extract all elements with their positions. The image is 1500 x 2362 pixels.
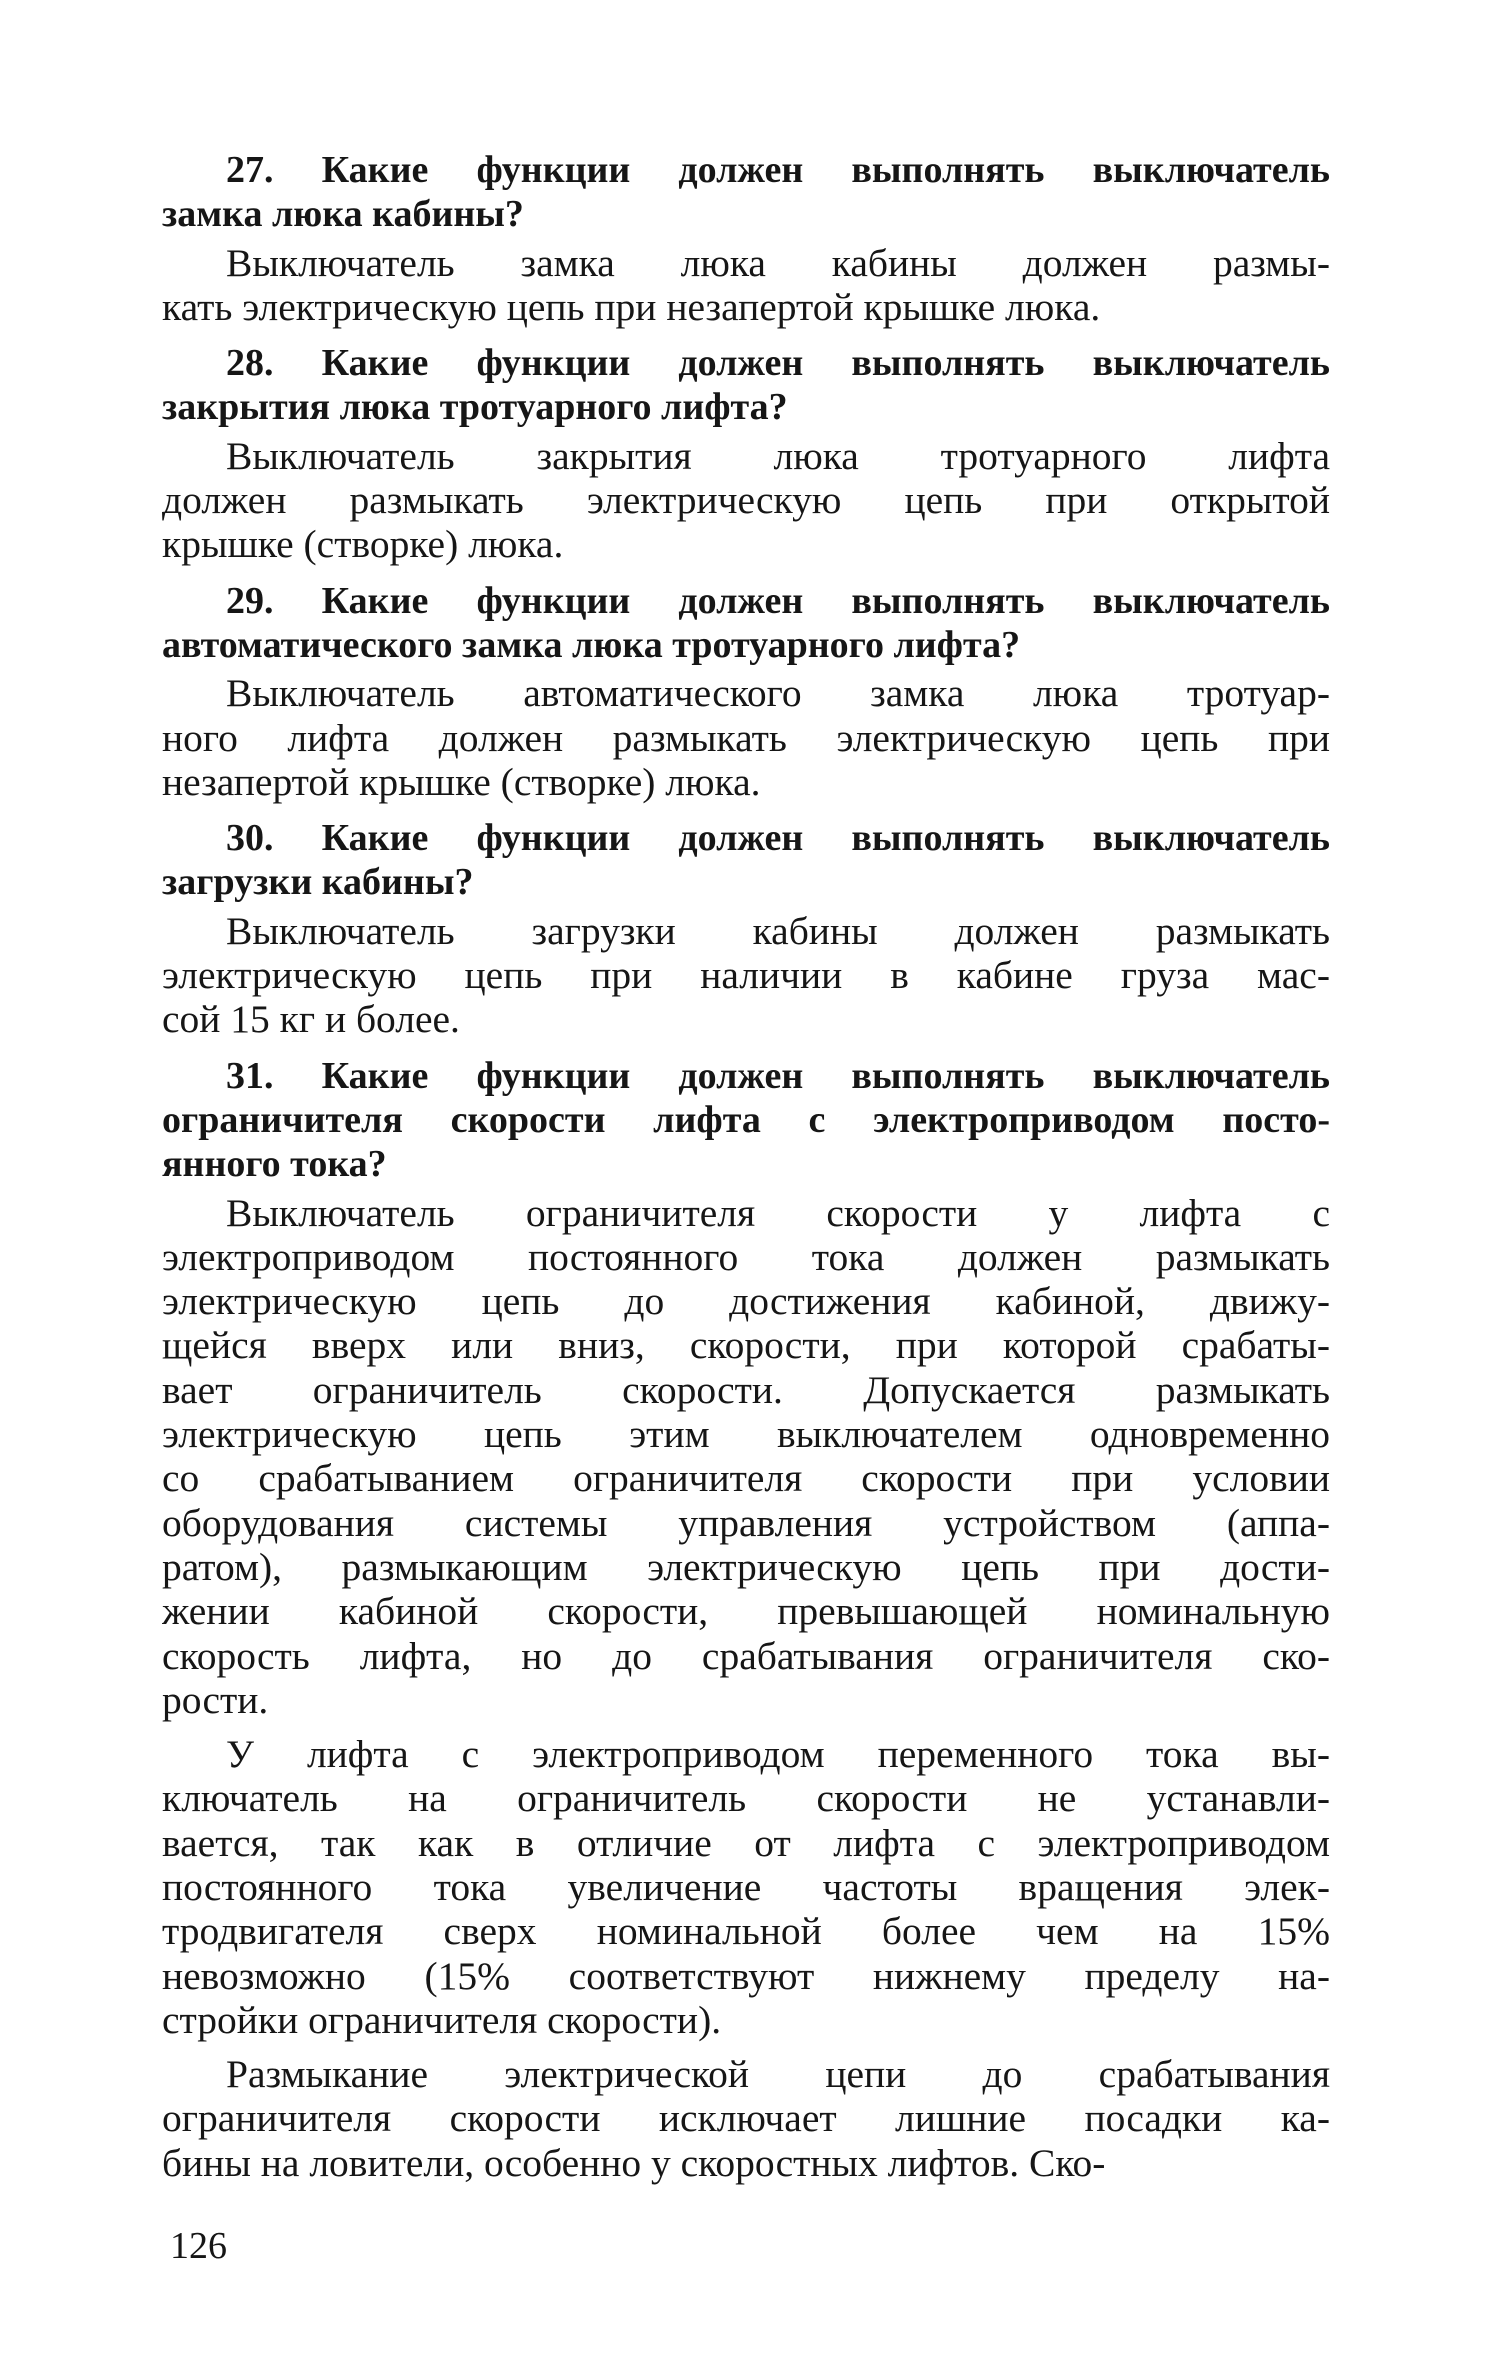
page-body [162,148,1330,2185]
question-heading [162,816,1330,905]
text-line: стройки ограничителя скорости). [162,1997,722,2042]
text-line: 28. Какие функции должен выполнять выключатель [226,342,1330,385]
text-line: оборудования системы управления устройством (аппа- [162,1500,1330,1545]
text-line: Выключатель автоматического замка люка тротуар- [226,671,1330,716]
text-line: Размыкание электрической цепи до срабатывания [226,2052,1330,2097]
body-paragraph [162,1732,1330,2042]
answer-paragraph [162,434,1330,567]
text-line: кать электрическую цепь при незапертой крышке люка. [162,284,1101,329]
question-heading [162,579,1330,668]
text-line: янного тока? [162,1143,387,1186]
answer-paragraph [162,241,1330,330]
text-line: электрическую цепь этим выключателем одновременно [162,1412,1330,1457]
answer-paragraph [162,909,1330,1042]
text-line: ограничителя скорости исключает лишние посадки ка- [162,2096,1330,2141]
text-line: 27. Какие функции должен выполнять выключатель [226,149,1330,191]
text-line: ключатель на ограничитель скорости не устанавли- [162,1776,1330,1821]
text-line: жении кабиной скорости, превышающей номинальную [162,1589,1330,1634]
text-line: крышке (створке) люка. [162,522,564,567]
text-line: вает ограничитель скорости. Допускается размыкать [162,1367,1330,1412]
text-line: со срабатыванием ограничителя скорости при условии [162,1456,1330,1501]
text-line: постоянного тока увеличение частоты вращения элек- [162,1864,1330,1909]
text-line: незапертой крышке (створке) люка. [162,759,761,804]
text-line: Выключатель закрытия люка тротуарного лифта [226,433,1330,478]
answer-paragraph [162,1191,1330,1723]
text-line: невозможно (15% соответствуют нижнему пределу на- [162,1953,1330,1998]
text-line: электрическую цепь до достижения кабиной, движу- [162,1279,1330,1324]
text-line: электроприводом постоянного тока должен размыкать [162,1234,1330,1279]
text-line: тродвигателя сверх номинальной более чем на 15% [162,1909,1330,1954]
text-line: сой 15 кг и более. [162,997,460,1042]
text-line: замка люка кабины? [162,193,524,236]
text-line: электрическую цепь при наличии в кабине груза мас- [162,953,1330,998]
page-number: 126 [170,2225,227,2267]
text-line: щейся вверх или вниз, скорости, при которой срабаты- [162,1323,1330,1368]
answer-paragraph [162,671,1330,804]
text-line: загрузки кабины? [162,861,474,904]
text-line: Выключатель ограничителя скорости у лифта с [226,1190,1330,1235]
text-line: вается, так как в отличие от лифта с электроприводом [162,1820,1330,1865]
text-line: Выключатель замка люка кабины должен размы- [226,240,1330,285]
text-line: ного лифта должен размыкать электрическую цепь при [162,715,1330,760]
text-line: закрытия люка тротуарного лифта? [162,386,788,429]
text-line: скорость лифта, но до срабатывания ограничителя ско- [162,1633,1330,1678]
text-line: должен размыкать электрическую цепь при открытой [162,478,1330,523]
text-line: 30. Какие функции должен выполнять выключатель [226,817,1330,860]
text-line: У лифта с электроприводом переменного тока вы- [226,1732,1330,1777]
text-line: ратом), размыкающим электрическую цепь при дости- [162,1544,1330,1589]
text-line: рости. [162,1677,269,1722]
body-paragraph [162,2052,1330,2185]
question-heading [162,341,1330,430]
text-line: 29. Какие функции должен выполнять выключатель [226,579,1330,622]
question-heading [162,1054,1330,1187]
text-line: бины на ловители, особенно у скоростных лифтов. Ско- [162,2140,1106,2185]
question-heading [162,148,1330,237]
text-line: ограничителя скорости лифта с электроприводом посто- [162,1098,1330,1141]
text-line: 31. Какие функции должен выполнять выключатель [226,1054,1330,1097]
text-line: Выключатель загрузки кабины должен размыкать [226,908,1330,953]
text-line: автоматического замка люка тротуарного лифта? [162,623,1021,666]
